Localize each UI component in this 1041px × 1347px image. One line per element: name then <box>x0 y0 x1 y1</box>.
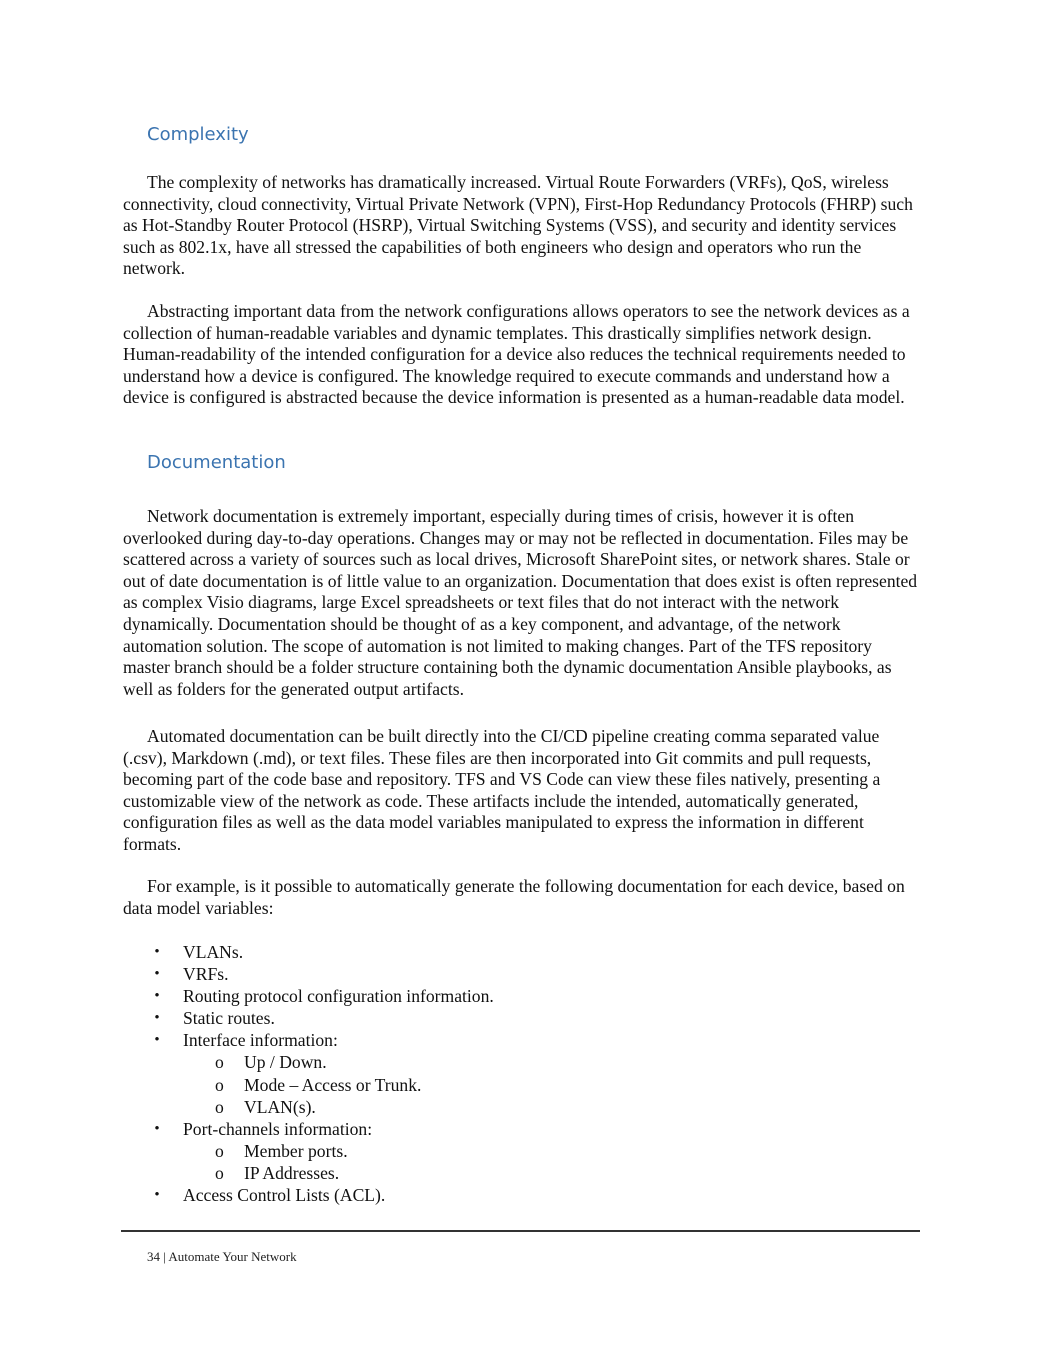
sub-list-item <box>183 1074 494 1096</box>
paragraph-documentation-2: Automated documentation can be built directly into the CI/CD pipeline creating comma separated value (.csv), Markdown (.md), or text files. These files are then incorporated into Git commits and pull requests, becoming part of the code base and repository. TFS and VS Code can view these files natively, presenting a customizable view of the network as code. These artifacts include the intended, automatically generated, configuration files as well as the data model variables manipulated to express the information in different formats. <box>123 726 881 854</box>
sub-bullet-icon: o <box>215 1140 224 1161</box>
section-heading-documentation: Documentation <box>147 452 286 473</box>
list-item <box>150 1007 494 1029</box>
list-item <box>150 941 494 963</box>
documentation-list <box>150 941 494 1206</box>
bullet-icon: • <box>154 988 160 1005</box>
list-item <box>150 1184 494 1206</box>
bullet-icon: • <box>154 1010 160 1027</box>
paragraph-documentation-3: For example, is it possible to automatically generate the following documentation for each device, based on data model variables: <box>123 876 905 918</box>
list-item <box>150 1029 494 1117</box>
bullet-icon: • <box>154 1032 160 1049</box>
paragraph-complexity-1: The complexity of networks has dramatically increased. Virtual Route Forwarders (VRFs), QoS, wireless connectivity, cloud connectivity, Virtual Private Network (VPN), First-Hop Redundancy Protocols (FHRP) such as Hot-Standby Router Protocol (HSRP), Virtual Switching Systems (VSS), and security and identity services such as 802.1x, have all stressed the capabilities of both engineers who design and operators who run the network. <box>123 172 913 279</box>
bullet-icon: • <box>154 1187 160 1204</box>
sub-list-item <box>183 1162 494 1184</box>
list-item-text: Port-channels information: <box>183 1118 373 1139</box>
list-item <box>150 963 494 985</box>
list-item-text: Access Control Lists (ACL). <box>183 1185 386 1206</box>
bullet-icon: • <box>154 1120 160 1137</box>
sub-list-item <box>183 1096 494 1118</box>
bullet-icon: • <box>154 966 160 983</box>
page-footer <box>147 1249 297 1265</box>
paragraph-complexity-2: Abstracting important data from the network configurations allows operators to see the network devices as a collection of human-readable variables and dynamic templates. This drastically simplifies network design. Human-readability of the intended configuration for a device also reduces the technical requirements needed to understand how a device is configured. The knowledge required to execute commands and understand how a device is configured is abstracted because the device information is presented as a human-readable data model. <box>123 301 910 408</box>
footer-divider <box>121 1230 920 1232</box>
sub-bullet-icon: o <box>215 1096 224 1117</box>
footer-separator: | <box>163 1249 166 1264</box>
sub-bullet-icon: o <box>215 1162 224 1183</box>
list-item-text: VLANs. <box>183 942 244 962</box>
sub-list <box>183 1140 494 1184</box>
paragraph-documentation-1: Network documentation is extremely important, especially during times of crisis, however it is often overlooked during day-to-day operations. Changes may or may not be reflected in documentation. Files may be scattered across a variety of sources such as local drives, Microsoft SharePoint sites, or network shares. Stale or out of date documentation is of little value to an organization. Documentation that does exist is often represented as complex Visio diagrams, large Excel spreadsheets or text files that do not interact with the network dynamically. Documentation should be thought of as a key component, and advantage, of the network automation solution. The scope of automation is not limited to making changes. Part of the TFS repository master branch should be a folder structure containing both the dynamic documentation Ansible playbooks, as well as folders for the generated output artifacts. <box>123 506 918 699</box>
sub-list <box>183 1051 494 1117</box>
sub-list-item <box>183 1051 494 1073</box>
list-item-text: Routing protocol configuration information. <box>183 986 494 1007</box>
sub-bullet-icon: o <box>215 1052 224 1073</box>
list-item-text: Interface information: <box>183 1030 338 1051</box>
list-item-text: Static routes. <box>183 1008 275 1029</box>
sub-list-item-text: Mode – Access or Trunk. <box>244 1074 422 1095</box>
list-item <box>150 985 494 1007</box>
sub-list-item-text: Up / Down. <box>244 1052 327 1073</box>
bullet-icon: • <box>154 944 160 960</box>
sub-list-item-text: Member ports. <box>244 1140 348 1161</box>
list-item-text: VRFs. <box>183 964 229 985</box>
list-item <box>150 1118 494 1184</box>
section-heading-complexity: Complexity <box>147 124 249 145</box>
footer-title: Automate Your Network <box>168 1249 297 1264</box>
sub-list-item <box>183 1140 494 1162</box>
page-number: 34 <box>147 1249 160 1264</box>
sub-list-item-text: VLAN(s). <box>244 1096 316 1117</box>
sub-list-item-text: IP Addresses. <box>244 1162 340 1183</box>
sub-bullet-icon: o <box>215 1074 224 1095</box>
